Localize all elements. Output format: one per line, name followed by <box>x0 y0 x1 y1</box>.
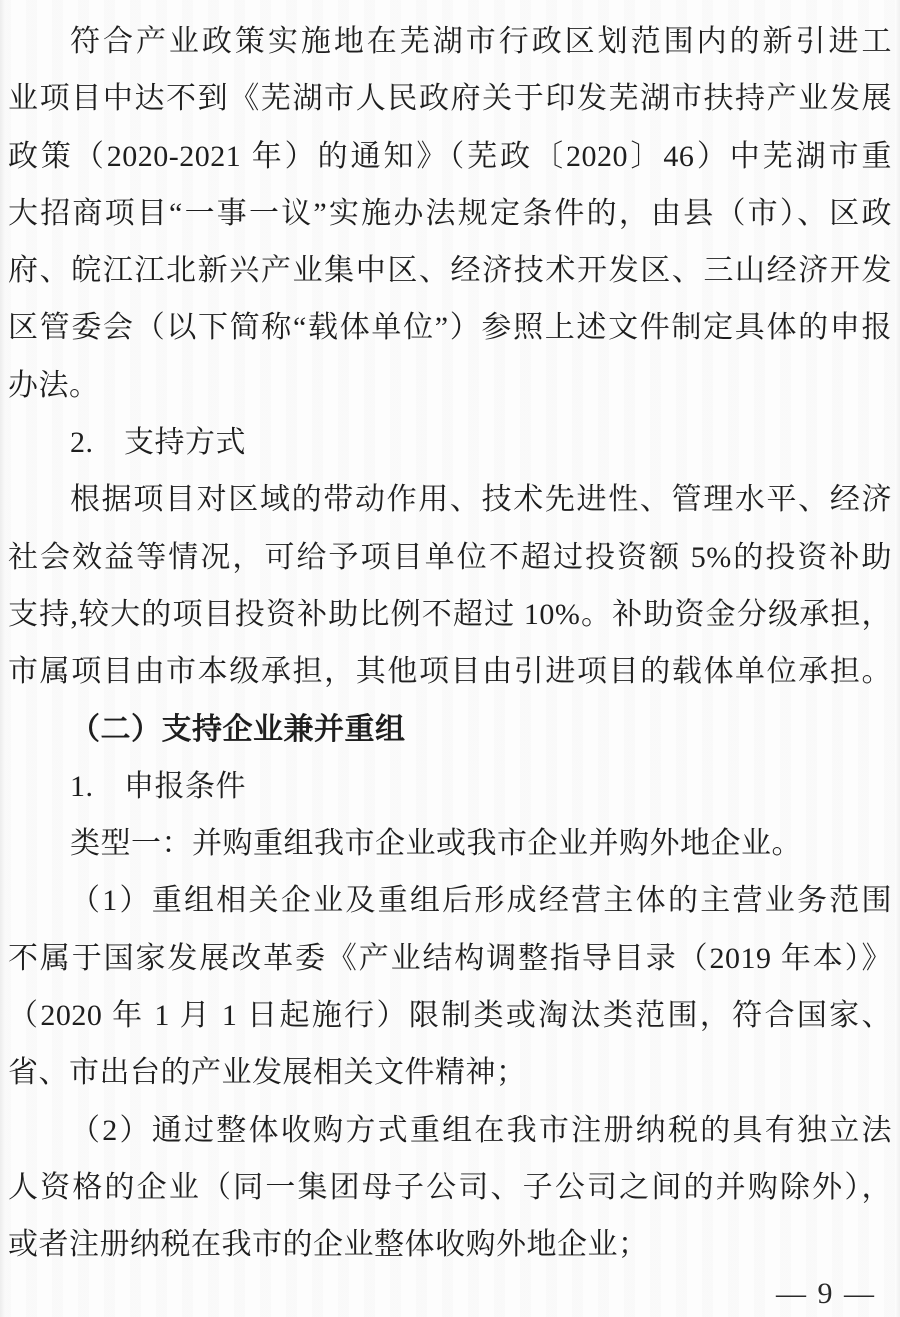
text-line: 业项目中达不到《芜湖市人民政府关于印发芜湖市扶持产业发展 <box>8 82 892 116</box>
type-one-line: 类型一：并购重组我市企业或我市企业并购外地企业。 <box>70 827 802 861</box>
text-line: 不属于国家发展改革委《产业结构调整指导目录（2019 年本）》 <box>8 941 892 975</box>
text-line: 社会效益等情况，可给予项目单位不超过投资额 5%的投资补助 <box>8 540 892 574</box>
text-line: 或者注册纳税在我市的企业整体收购外地企业； <box>8 1228 649 1262</box>
heading-merger-reorganization: （二）支持企业兼并重组 <box>70 712 406 746</box>
text-line: 政策（2020-2021 年）的通知》（芜政〔2020〕46）中芜湖市重 <box>8 139 892 173</box>
page-number: — 9 — <box>776 1277 876 1310</box>
heading-support-method: 2. 支持方式 <box>70 426 246 460</box>
text-line: 符合产业政策实施地在芜湖市行政区划范围内的新引进工 <box>70 25 892 58</box>
text-line: 支持,较大的项目投资补助比例不超过 10%。补助资金分级承担， <box>8 597 892 631</box>
text-line: （1）重组相关企业及重组后形成经营主体的主营业务范围 <box>70 884 892 918</box>
text-line: 根据项目对区域的带动作用、技术先进性、管理水平、经济 <box>70 483 892 517</box>
text-line: 市属项目由市本级承担，其他项目由引进项目的载体单位承担。 <box>8 655 892 689</box>
text-line: （2）通过整体收购方式重组在我市注册纳税的具有独立法 <box>70 1113 892 1147</box>
heading-application-conditions: 1. 申报条件 <box>70 769 246 803</box>
text-line: 大招商项目“一事一议”实施办法规定条件的，由县（市）、区政 <box>8 196 892 230</box>
text-line: 省、市出台的产业发展相关文件精神； <box>8 1056 527 1090</box>
text-line: （2020 年 1 月 1 日起施行）限制类或淘汰类范围，符合国家、 <box>8 999 892 1033</box>
text-line: 办法。 <box>8 368 100 402</box>
text-line: 人资格的企业（同一集团母子公司、子公司之间的并购除外）， <box>8 1170 892 1204</box>
text-line: 府、皖江江北新兴产业集中区、经济技术开发区、三山经济开发 <box>8 254 892 288</box>
text-line: 区管委会（以下简称“载体单位”）参照上述文件制定具体的申报 <box>8 311 892 345</box>
